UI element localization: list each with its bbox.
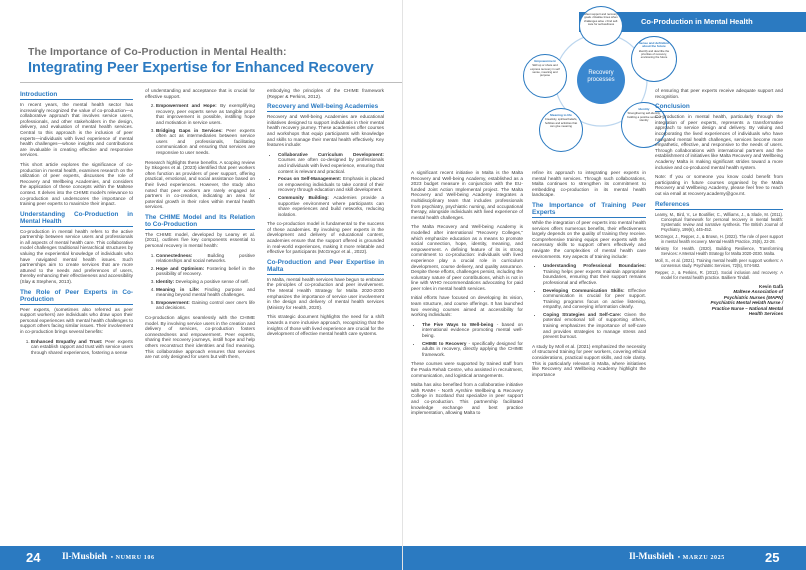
column-3 (267, 88, 384, 341)
list-item-text: Given the potential emotional toll of supporting others, training emphasizes the importance of self-care and provides strategies to manage stress and prevent burnout. (543, 311, 646, 340)
paragraph: In recent years, the mental health sector has increasingly recognized the value of co-production—a collaborative approach that involves service users, professionals, and other stakeholders in the design, delivery, and evaluation of mental health services. Central to this approach is the inclusion of peer experts—individuals with lived experience of mental health challenges—whose insights and contributions are invaluable in creating effective and responsive services. (20, 102, 133, 158)
paragraph: Note: If you or someone you know could benefit from participating in future courses organised by the Malta Recovery and Wellbeing Academy, please feel free to reach out via email at recovery.academy@gov.mt. (655, 174, 783, 196)
footer-right (403, 546, 806, 570)
list-item-label: Community Building: (278, 194, 329, 200)
list-item (543, 263, 646, 285)
list-item (156, 128, 255, 156)
diagram-node-title: Meaning to life (550, 113, 572, 117)
column-6 (655, 88, 783, 317)
paragraph: Malta has also benefited from a collaborative initiative with RAMH - North Ayrshire Wellbeing & Recovery College in Scotland that specialize in peer support and co-production. This partnership facilitated knowledge exchange and best practice implementation, allowing Malta to (411, 382, 523, 416)
list-item-text: Emphasis is placed on empowering individuals to take control of their recovery through education and skill development. (278, 176, 384, 193)
magazine-name (629, 552, 725, 562)
list-item-text: - based on international evidence promoting mental well-being. (422, 321, 523, 339)
heading-chime-model: The CHIME Model and Its Relation to Co-Production (145, 213, 255, 228)
heading-training: The Importance of Training Peer Experts (532, 201, 646, 216)
list-item (31, 339, 133, 356)
diagram-node (523, 54, 567, 98)
diagram-node (579, 6, 623, 46)
list-item-label: Empowerment: (156, 299, 190, 305)
paragraph: Initial efforts have focused on developing its vision, team structure, and course offerings. It has launched two evening courses aimed at accessibility for working individuals: (411, 295, 523, 318)
diagram-node-text: Strengthening self-identity, building a positive sense of identity (627, 111, 661, 122)
paragraph: While the integration of peer experts into mental health services offers numerous benefits, their effectiveness largely depends on the quality of training they receive. Comprehensive training equips peer experts with the necessary skills to support others effectively and navigate the complexities of mental health care environments. Key aspects of training include: (532, 219, 646, 259)
list-item (278, 176, 384, 193)
author-role: Psychiatric Mental Helath Nurse / (710, 300, 783, 305)
page-number: 25 (765, 550, 780, 565)
list-item-text: Peer experts often act as intermediaries between service users and professionals, facilitating communication and ensuring that services are responsive to user needs. (156, 127, 255, 155)
diagram-node-text: Meet support and recovery goals • Realise times when challenges arise • Find self-care for self-wellness (583, 12, 619, 26)
benefits-list-cont (145, 103, 255, 155)
list-item-text: Effective communication is crucial for peer support. Training programs focus on active listening, empathy, and conveying information clearly. (543, 287, 646, 310)
reference-item: McGregor, J., Repper, J., & Brown, H. (2022). The role of peer support in mental health recovery. Mental Health Practice, 25(6), 22-28. (655, 233, 783, 244)
list-item-label: The Five Ways to Well-being (422, 321, 494, 327)
author-affiliation: Maltese Association of (733, 289, 783, 294)
list-item (543, 312, 646, 340)
list-item (156, 103, 255, 125)
heading-introduction: Introduction (20, 91, 133, 100)
list-item-label: Coping Strategies and Self-Care: (543, 311, 622, 317)
heading-conclusion: Conclusion (655, 103, 783, 112)
diagram-node-text: Identify and describe the priorities of recovery, envisioning the future (638, 48, 670, 60)
list-item (156, 266, 255, 277)
list-item-text: Courses are often co-designed by professionals and individuals with lived experience, ensuring that content is relevant and practical. (278, 157, 384, 174)
list-item-text: Finding purpose and meaning beyond mental health challenges. (156, 286, 255, 298)
academy-features-list (267, 152, 384, 218)
issue-date: • MARZU 2025 (677, 555, 725, 561)
title-divider (20, 82, 403, 83)
paragraph: of ensuring that peer experts receive adequate support and recognition. (655, 88, 783, 99)
list-item-text: Building positive relationships and social networks. (156, 252, 255, 264)
paragraph: Co-production aligns seamlessly with the CHIME model. By involving service users in the creation and delivery of services, co-production fosters connectedness and empowerment. Peer experts, sharing their recovery journeys, instill hope and help others reconstruct their identities and find meaning. This collaborative approach ensures that services are not only designed for users but with them, (145, 315, 255, 360)
paragraph: These courses were supported by trained staff from the Paola Rehab Centre, who assisted in recruitment, communication, and logistical arrangements. (411, 361, 523, 378)
chime-list (145, 253, 255, 311)
paragraph: of understanding and acceptance that is crucial for effective support. (145, 88, 255, 99)
list-item-label: CHIME to Recovery (422, 340, 467, 346)
paragraph: embodying the principles of the CHIME framework (Repper & Perkins, 2012). (267, 88, 384, 99)
footer-left (0, 546, 403, 570)
paragraph: Peer experts, (sometimes also referred as peer support workers) are individuals who draw upon their personal experiences with mental health challenges to support others facing similar issues. Their involvement in co-production brings several benefits: (20, 306, 133, 334)
paragraph: refine its approach to integrating peer experts in mental health services. Through such collaborations, Malta continues to strengthen its commitment to embedding co-production in its mental health landscape. (532, 170, 646, 198)
list-item-text: Peer experts can establish rapport and trust with service users through shared experiences, fostering a sense (31, 338, 133, 355)
column-4 (411, 170, 523, 420)
column-2 (145, 88, 255, 364)
paragraph: Co-production in mental health refers to the active partnership between service users and professionals in all aspects of mental health care. This collaborative model challenges traditional hierarchical structures by valuing the experiential knowledge of individuals who have navigated mental health issues. Such partnerships aim to create services that are more attuned to the needs and preferences of users, thereby enhancing their effectiveness and accessibility (Slay & Stephens, 2013). (20, 228, 134, 285)
diagram-center: Recovery processes (577, 56, 625, 104)
list-item-text: Academies provide a supportive environment where participants can share experiences and build networks, reducing isolation. (278, 194, 385, 217)
list-item (156, 253, 255, 264)
list-item-label: Enhanced Empathy and Trust: (31, 338, 103, 344)
list-item (156, 279, 255, 285)
list-item (422, 341, 523, 358)
paragraph: This short article explores the significance of co-production in mental health, examines research on the utilization of peer experts, discusses the role of Recovery and Wellbeing Academies, and considers the application of these concepts within the Maltese context. It delves into the CHIME model's relevance to co-production and underscores the importance of training peer experts to maximize their impact. (20, 161, 133, 207)
training-list (532, 263, 646, 340)
article-supertitle: The Importance of Co-Production in Mental Health: (28, 46, 287, 58)
list-item-label: Connectedness: (156, 252, 193, 258)
article-title (28, 46, 388, 76)
list-item-label: Meaning in Life: (156, 286, 200, 292)
list-item (278, 195, 384, 217)
author-affiliation: Psychiatric Nurses (MAPN) (723, 294, 783, 300)
diagram-node-text: Skill up or share and express recovery in self sense, meaning and purpose (530, 63, 560, 78)
list-item-text: Fostering belief in the possibility of recovery. (156, 265, 255, 277)
magazine-title: Il-Musbieh (62, 552, 107, 562)
paragraph: This strategic document highlights the need for a shift towards a more inclusive approach, recognizing that the insights of those with lived experience are crucial for the development of effective mental health care systems. (267, 314, 384, 337)
author-role: Health Services (748, 311, 783, 316)
list-item (278, 152, 384, 174)
reference-item: Moll, S., et al. (2021). Training mental health peer support workers: A consensus study. Psychiatric Services, 72(5), 574-582. (655, 257, 783, 268)
author-signature (655, 284, 783, 317)
list-item-label: Focus on Self-Management: (278, 176, 342, 182)
heading-references: References (655, 201, 783, 210)
issue-number: • NUMRU 106 (110, 555, 155, 561)
heading-understanding: Understanding Co-Production in Mental Health (20, 210, 133, 225)
reference-item: Repper, J., & Perkins, R. (2012). Social inclusion and recovery: A model for mental health practice. Bailliere Tindall. (655, 269, 783, 280)
list-item-label: Understanding Professional Boundaries: (543, 263, 646, 269)
column-5 (532, 170, 646, 381)
list-item-text: Developing a positive sense of self. (175, 279, 250, 285)
paragraph: Co-production in mental health, particularly through the integration of peer experts, represents a transformative approach to service design and delivery. By valuing and incorporating the lived experiences of individuals who have navigated mental health challenges, services become more empathetic, effective, and responsive to the needs of users. Through collaborations with international partners and the establishment of initiatives like Malta Recovery and Wellbeing Academy Malta is making significant strides toward a more inclusive and co-produced mental health system. (655, 114, 783, 170)
list-item-label: Bridging Gaps in Services: (156, 127, 223, 133)
list-item-label: Collaborative Curriculum Development: (278, 151, 384, 157)
heading-recovery-academies: Recovery and Well-being Academies (267, 103, 384, 112)
diagram-node-title: Identity (638, 107, 650, 111)
diagram-node (631, 36, 677, 82)
page-number: 24 (26, 550, 41, 565)
list-item-text: - specifically designed for adults in recovery, directly applying the CHIME framework. (422, 340, 523, 357)
right-page (403, 0, 806, 570)
list-item-label: Developing Communication Skills: (543, 287, 625, 293)
reference-item: Leamy, M., Bird, V., Le Boutillier, C., Williams, J., & Slade, M. (2011). Conceptual framework for personal recovery in mental health: Systematic review and narrative synthesis. The British Journal of Psychiatry, 199(6), 445-452. (655, 211, 783, 232)
list-item (156, 287, 255, 298)
magazine-title: Il-Musbieh (629, 552, 674, 562)
benefits-list (20, 339, 133, 356)
list-item-text: Training helps peer experts maintain appropriate boundaries, ensuring that their support remains professional and effective. (543, 268, 646, 285)
author-name: Kevin Gafà (759, 283, 783, 289)
paragraph: In Malta, mental health services have begun to embrace the principles of co-production and peer involvement. The Mental Health Strategy for Malta 2020-2030 emphasizes the importance of service user involvement in the design and delivery of mental health services (Ministry for Health, 2020). (267, 276, 384, 310)
list-item-label: Identity: (156, 279, 175, 285)
column-1 (20, 88, 133, 359)
list-item-label: Hope and Optimism: (156, 265, 205, 271)
list-item (156, 300, 255, 311)
diagram-node-title: Empowerment (534, 59, 556, 63)
article-main-title: Integrating Peer Expertise for Enhanced Recovery (28, 60, 374, 76)
courses-list (411, 322, 523, 358)
paragraph: The Malta Recovery and Well-being Academy is modelled after international "Recovery Colleges," which emphasize education as a means to promote social connection, hope, identity, meaning, and empowerment. A defining feature of its is strong commitment to co-production: individuals with lived experience play a crucial role in curriculum development, course delivery, and quality assurance. Despite these efforts, challenges persist, including the voluntary nature of peer contributions, which is not in line with WHO recommendations advocating for paid peer roles in mental health services. (411, 224, 523, 291)
list-item-label: Empowerment and Hope: (156, 103, 217, 109)
paragraph: Research highlights these benefits. A scoping review by Skogens et al. (2023) identified that peer workers often function as providers of peer support, offering practical, emotional, and social assistance based on their lived experiences. However, the study also noted that peer workers are rarely engaged as partners in co-creation, indicating an area for potential growth in their roles within mental health services. (145, 159, 255, 210)
list-item (422, 322, 523, 339)
paragraph: A significant recent initiative in Malta is the Malta Recovery and Well-being Academy, established as a 2023 budget measure in conjunction with the EU-funded Joint Action Implemental project. The Malta Recovery and Well-being Academy integrates a multidisciplinary team that includes professionals from psychiatry, psychiatric nursing, and occupational therapy, alongside individuals with lived experience of mental health challenges. (411, 170, 523, 220)
list-item-text: Gaining control over one's life and decisions. (156, 299, 255, 311)
author-role: Practice Nurse – National Mental (711, 305, 783, 311)
heading-role-of-peer-experts: The Role of Peer Experts in Co-Production (20, 288, 133, 303)
heading-malta: Co-Production and Peer Expertise in Malta (267, 258, 384, 273)
paragraph: The co-production model is fundamental to the success of these academies. By involving peer experts in the development and delivery of educational content, academies ensure that the support offered is grounded in real-world experiences, making it more relatable and effective for participants (McGregor et al., 2022). (267, 221, 384, 255)
diagram-node-title: Sense and definition about the future (638, 41, 670, 49)
list-item (543, 288, 646, 310)
paragraph: Recovery and Well-being Academies are educational initiatives designed to support individuals in their mental health recovery journey. These academies offer courses and workshops that equip participants with knowledge and skills to manage their mental health effectively. Key features include: (267, 114, 384, 148)
paragraph: The CHIME model, developed by Leamy et al. (2011), outlines five key components essential to personal recovery in mental health: (145, 231, 255, 249)
list-item-text: By exemplifying recovery, peer experts serve as tangible proof that improvement is possible, instilling hope and motivation in service users. (156, 103, 255, 125)
magazine-name (62, 552, 155, 562)
paragraph: A study by Moll et al. (2021) emphasized the necessity of structured training for peer workers, covering ethical considerations, practical support skills, and role clarity. This is particularly relevant in Malta, where initiatives like Recovery and Wellbeing Academy highlight the importance (532, 343, 646, 377)
section-header-text: Co-Production in Mental Health (641, 17, 753, 26)
diagram-node (539, 108, 583, 152)
diagram-node-text: Creativity, spiritual beliefs, hobbies and activities that can give meaning (544, 117, 578, 128)
reference-item: Ministry for Health. (2020). Building Resilience, Transforming Services: A Mental Health Strategy for Malta 2020-2030. Malta. (655, 245, 783, 256)
